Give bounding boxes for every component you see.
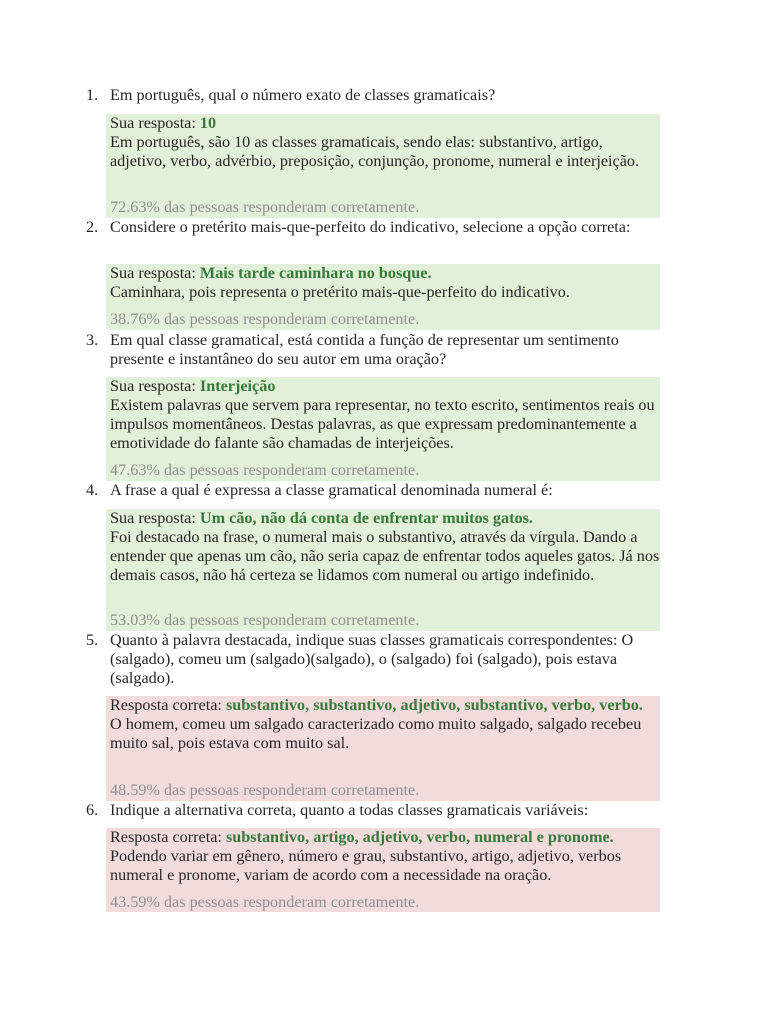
answer-value: 10 bbox=[199, 114, 217, 132]
answer-prefix: Sua resposta: bbox=[110, 264, 196, 282]
answer-prefix: Sua resposta: bbox=[110, 509, 196, 527]
question-number: 2. bbox=[86, 218, 99, 236]
answer-stats: 47.63% das pessoas responderam corretamente. bbox=[110, 461, 420, 479]
answer-stats: 72.63% das pessoas responderam corretamente. bbox=[110, 198, 420, 216]
question-text: Considere o pretérito mais-que-perfeito do indicativo, selecione a opção correta: bbox=[110, 218, 631, 236]
answer-line bbox=[110, 509, 660, 528]
answer-value: Mais tarde caminhara no bosque. bbox=[199, 264, 432, 282]
answer-line bbox=[110, 828, 660, 847]
answer-line bbox=[110, 114, 660, 133]
question-number: 4. bbox=[86, 481, 99, 499]
answer-prefix: Resposta correta: bbox=[110, 828, 222, 846]
answer-line bbox=[110, 264, 660, 283]
question-text: Indique a alternativa correta, quanto a todas classes gramaticais variáveis: bbox=[110, 801, 589, 819]
answer-box-correct bbox=[106, 509, 660, 631]
answer-box-correct bbox=[106, 114, 660, 218]
answer-explanation: Existem palavras que servem para representar, no texto escrito, sentimentos reais ou impulsos momentâneos. Destas palavras, as que expressam predominantemente a emotividade do falante são chamadas de interjeições. bbox=[110, 396, 655, 452]
answer-line bbox=[110, 377, 660, 396]
answer-explanation: Podendo variar em gênero, número e grau, substantivo, artigo, adjetivo, verbos numeral e pronome, variam de acordo com a necessidade na oração. bbox=[110, 847, 622, 884]
answer-box-correct bbox=[106, 264, 660, 330]
answer-value: substantivo, substantivo, adjetivo, substantivo, verbo, verbo. bbox=[225, 696, 643, 714]
question-number: 6. bbox=[86, 801, 99, 819]
answer-explanation: Em português, são 10 as classes gramaticais, sendo elas: substantivo, artigo, adjetivo, verbo, advérbio, preposição, conjunção, pronome, numeral e interjeição. bbox=[110, 133, 640, 170]
answer-line bbox=[110, 696, 660, 715]
answer-explanation: Foi destacado na frase, o numeral mais o substantivo, através da vírgula. Dando a entender que apenas um cão, não seria capaz de enfrentar todos aqueles gatos. Já nos demais casos, não há certeza se lidamos com numeral ou artigo indefinido. bbox=[110, 528, 660, 584]
question-text: A frase a qual é expressa a classe gramatical denominada numeral é: bbox=[110, 481, 553, 499]
question-number: 5. bbox=[86, 631, 99, 649]
answer-box-incorrect bbox=[106, 828, 660, 912]
answer-explanation: O homem, comeu um salgado caracterizado como muito salgado, salgado recebeu muito sal, pois estava com muito sal. bbox=[110, 715, 642, 752]
question-text: Em português, qual o número exato de classes gramaticais? bbox=[110, 86, 496, 104]
question-number: 1. bbox=[86, 86, 99, 104]
question-text: Em qual classe gramatical, está contida a função de representar um sentimento presente e instantâneo do seu autor em uma oração? bbox=[110, 331, 619, 368]
answer-stats: 53.03% das pessoas responderam corretamente. bbox=[110, 611, 420, 629]
answer-box-incorrect bbox=[106, 696, 660, 801]
question-text: Quanto à palavra destacada, indique suas classes gramaticais correspondentes: O (salgado), comeu um (salgado)(salgado), o (salgado) foi (salgado), pois estava (salgado). bbox=[110, 631, 634, 687]
answer-stats: 43.59% das pessoas responderam corretamente. bbox=[110, 893, 420, 911]
question-number: 3. bbox=[86, 331, 99, 349]
answer-stats: 48.59% das pessoas responderam corretamente. bbox=[110, 781, 420, 799]
answer-stats: 38.76% das pessoas responderam corretamente. bbox=[110, 310, 420, 328]
answer-prefix: Sua resposta: bbox=[110, 377, 196, 395]
answer-value: Interjeição bbox=[199, 377, 276, 395]
answer-value: Um cão, não dá conta de enfrentar muitos gatos. bbox=[199, 509, 533, 527]
answer-box-correct bbox=[106, 377, 660, 481]
answer-prefix: Resposta correta: bbox=[110, 696, 222, 714]
answer-value: substantivo, artigo, adjetivo, verbo, numeral e pronome. bbox=[225, 828, 614, 846]
answer-explanation: Caminhara, pois representa o pretérito mais-que-perfeito do indicativo. bbox=[110, 283, 570, 301]
answer-prefix: Sua resposta: bbox=[110, 114, 196, 132]
